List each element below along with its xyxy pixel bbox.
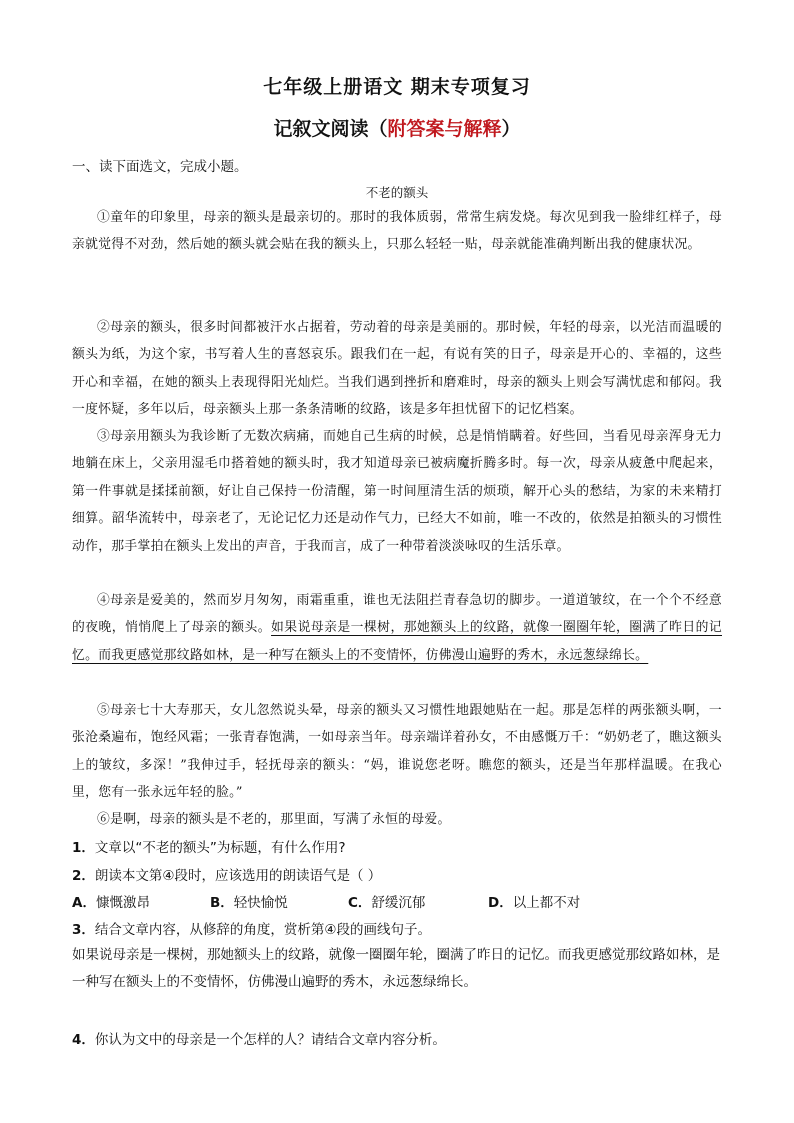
option-d-key: D． — [488, 895, 513, 911]
option-b — [210, 891, 288, 911]
option-a — [72, 891, 150, 911]
option-a-key: A． — [72, 895, 96, 911]
option-d-text: 以上都不对 — [512, 895, 581, 911]
question-2 — [72, 864, 381, 884]
section-intro: 一、读下面选文，完成小题。 — [72, 159, 248, 175]
document-subtitle — [0, 114, 794, 141]
passage-paragraph-5: ⑤母亲七十大寿那天，女儿忽然说头晕，母亲的额头又习惯性地跟她贴在一起。那是怎样的两张额头啊，一张沧桑遍布，饱经风霜；一张青春饱满，一如母亲当年。母亲端详着孙女，不由感慨万千：“奶奶老了，瞧这额头上的皱纹，多深！”我伸过手，轻抚母亲的额头：“妈，谁说您老呀。瞧您的额头，还是当年那样温暖。在我心里，您有一张永远年轻的脸。” — [72, 703, 722, 801]
question-1 — [72, 836, 346, 856]
option-c-key: C． — [348, 895, 372, 911]
question-1-number: 1． — [72, 840, 95, 856]
question-1-text: 文章以“不老的额头”为标题，有什么作用? — [94, 840, 346, 856]
question-4 — [72, 1028, 446, 1048]
question-3-number: 3． — [72, 922, 95, 938]
option-d — [488, 891, 580, 911]
question-2-number: 2． — [72, 868, 95, 884]
passage-paragraph-4 — [72, 587, 722, 669]
document-title: 七年级上册语文 期末专项复习 — [263, 76, 531, 98]
subtitle-highlight: 附答案与解释 — [387, 118, 502, 140]
passage-paragraph-1: ①童年的印象里，母亲的额头是最亲切的。那时的我体质弱，常常生病发烧。每次见到我一脸绯红样子，母亲就觉得不对劲，然后她的额头就会贴在我的额头上，只那么轻轻一贴，母亲就能准确判断出我的健康状况。 — [72, 210, 722, 253]
subtitle-close: ） — [501, 118, 521, 140]
question-4-text: 你认为文中的母亲是一个怎样的人？请结合文章内容分析。 — [94, 1032, 446, 1048]
question-3-quote: 如果说母亲是一棵树，那她额头上的纹路，就像一圈圈年轮，圈满了昨日的记忆。而我更感觉那纹路如林，是一种写在额头上的不变情怀，仿佛漫山遍野的秀木，永远葱绿绵长。 — [72, 947, 720, 990]
option-c-text: 舒缓沉郁 — [371, 895, 426, 911]
question-3 — [72, 918, 431, 938]
underlined-sentence: 如果说母亲是一棵树，那她额头上的纹路，就像一圈圈年轮，圈满了昨日的记忆。而我更感觉那纹路如林，是一种写在额头上的不变情怀，仿佛漫山遍野的秀木，永远葱绿绵长。 — [72, 620, 722, 663]
passage-paragraph-3: ③母亲用额头为我诊断了无数次病痛，而她自己生病的时候，总是悄悄瞒着。好些回，当看见母亲浑身无力地躺在床上，父亲用湿毛巾搭着她的额头时，我才知道母亲已被病魔折腾多时。每一次，母亲从疲惫中爬起来，第一件事就是揉揉前额，好让自己保持一份清醒，第一时间厘清生活的烦琐，解开心头的愁结，为家的未来精打细算。韶华流转中，母亲老了，无论记忆力还是动作气力，已经大不如前，唯一不改的，依然是拍额头的习惯性动作，那手掌拍在额头上发出的声音，于我而言，成了一种带着淡淡咏叹的生活乐章。 — [72, 429, 722, 554]
passage-paragraph-2: ②母亲的额头，很多时间都被汗水占据着，劳动着的母亲是美丽的。那时候，年轻的母亲，以光洁而温暖的额头为纸，为这个家，书写着人生的喜怒哀乐。跟我们在一起，有说有笑的日子，母亲是开心的、幸福的，这些开心和幸福，在她的额头上表现得阳光灿烂。当我们遇到挫折和磨难时，母亲的额头上则会写满忧虑和郁闷。我一度怀疑，多年以后，母亲额头上那一条条清晰的纹路，该是多年担忧留下的记忆档案。 — [72, 320, 722, 418]
question-2-text: 朗读本文第④段时，应该选用的朗读语气是（ ） — [94, 868, 382, 884]
question-3-text: 结合文章内容，从修辞的角度，赏析第④段的画线句子。 — [94, 922, 432, 938]
option-b-key: B． — [210, 895, 234, 911]
option-a-text: 慷慨激昂 — [95, 895, 150, 911]
option-c — [348, 891, 425, 911]
paragraph-4-text: ④母亲是爱美的，然而岁月匆匆，雨霜重重，谁也无法阻拦青春急切的脚步。一道道皱纹，在一个个不经意的夜晚，悄悄爬上了母亲的额头。 — [72, 593, 722, 636]
question-4-number: 4． — [72, 1032, 95, 1048]
subtitle-text: 记叙文阅读（ — [273, 118, 388, 140]
passage-paragraph-6: ⑥是啊，母亲的额头是不老的，那里面，写满了永恒的母爱。 — [97, 812, 451, 827]
passage-title: 不老的额头 — [365, 185, 429, 200]
option-b-text: 轻快愉悦 — [233, 895, 288, 911]
